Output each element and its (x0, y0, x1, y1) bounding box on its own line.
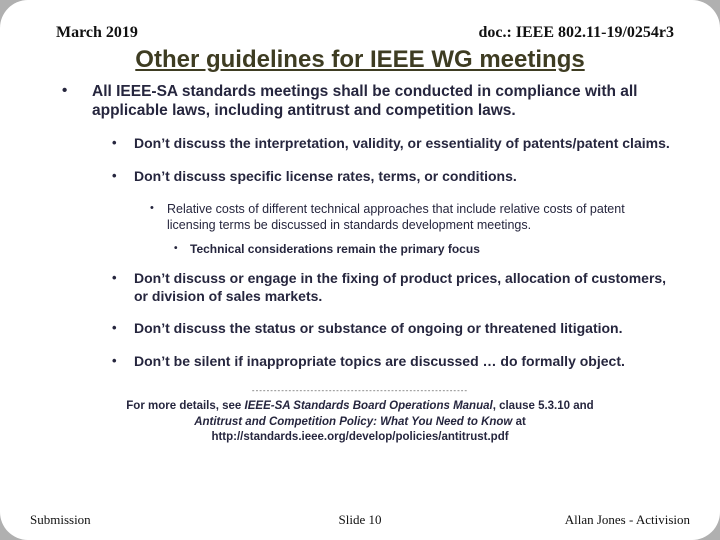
bullet-dot: • (112, 320, 117, 336)
bullet-dot: • (150, 201, 154, 214)
slide-footer (0, 512, 720, 528)
details-note (108, 399, 613, 446)
header-date: March 2019 (56, 24, 138, 41)
bullet-dot: • (174, 243, 178, 255)
bullet-text: Relative costs of different technical approaches that include relative costs of patent licensing terms be discussed in standards development meetings. (167, 201, 625, 232)
bullet-item (0, 168, 720, 186)
bullet-text: Don’t discuss the status or substance of ongoing or threatened litigation. (134, 320, 623, 337)
slide-header (0, 0, 720, 42)
note-at: at (512, 415, 526, 428)
header-doc-number: doc.: IEEE 802.11-19/0254r3 (478, 24, 674, 41)
bullet-dot: • (112, 353, 117, 369)
footer-submission-label: Submission (30, 512, 91, 527)
bullet-item (0, 82, 720, 121)
bullet-dot: • (112, 134, 117, 150)
bullet-dot: • (112, 269, 117, 285)
note-policy-title: Antitrust and Competition Policy: What You Need to Know (194, 415, 513, 428)
note-prefix: For more details, see (126, 400, 245, 413)
bullet-text: Don’t discuss specific license rates, terms, or conditions. (134, 167, 517, 184)
bullet-item (0, 135, 720, 153)
bullet-dot: • (112, 167, 117, 183)
bullet-text: Technical considerations remain the primary focus (190, 242, 480, 257)
bullet-text: All IEEE-SA standards meetings shall be conducted in compliance with all applicable laws, including antitrust and competition laws. (92, 83, 638, 120)
slide-title: Other guidelines for IEEE WG meetings (135, 46, 585, 73)
note-manual-title: IEEE-SA Standards Board Operations Manual (244, 400, 493, 413)
bullet-text: Don’t be silent if inappropriate topics are discussed … do formally object. (134, 353, 625, 370)
bullet-dot: • (62, 82, 68, 99)
bullet-item (0, 353, 720, 371)
bullet-text: Don’t discuss the interpretation, validity, or essentiality of patents/patent claims. (134, 134, 670, 151)
note-middle: , clause 5.3.10 and (492, 400, 594, 413)
note-url: http://standards.ieee.org/develop/policies/antitrust.pdf (211, 431, 509, 444)
footer-author-label: Allan Jones - Activision (564, 512, 690, 527)
footer-slide-number: Slide 10 (338, 512, 382, 527)
bullet-item (0, 320, 720, 338)
bullet-item (0, 270, 720, 306)
dotted-separator: ----------------------------------------------------------- (251, 386, 469, 396)
bullet-list (0, 82, 720, 371)
bullet-item (0, 242, 720, 258)
bullet-item (0, 201, 720, 234)
bullet-text: Don’t discuss or engage in the fixing of product prices, allocation of customers, or division of sales markets. (134, 269, 667, 304)
